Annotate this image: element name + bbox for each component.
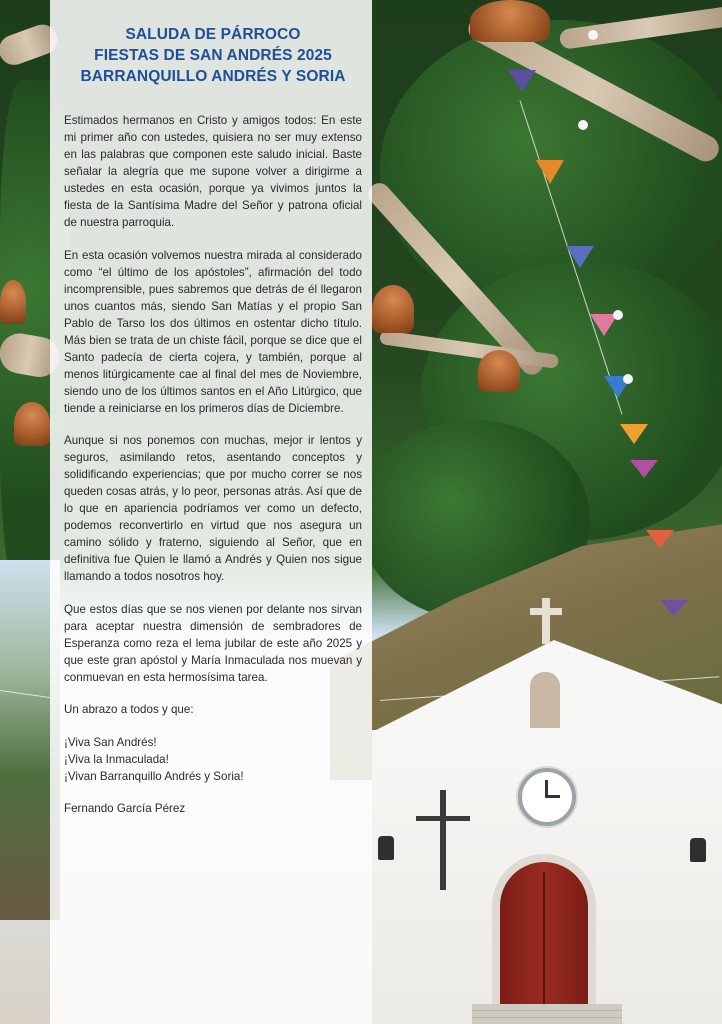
church-steps	[472, 1004, 622, 1024]
title-line: BARRANQUILLO ANDRÉS Y SORIA	[80, 68, 346, 85]
bulb-light	[623, 374, 633, 384]
rooftop-cross-icon	[542, 598, 550, 644]
hanging-bell-icon	[0, 280, 26, 324]
page-title	[64, 24, 362, 87]
cheers-list	[64, 734, 362, 785]
signature: Fernando García Pérez	[64, 802, 186, 815]
church-building	[372, 640, 722, 1024]
bunting-flag	[660, 600, 688, 616]
cheer-line: ¡Viva la Inmaculada!	[64, 752, 169, 766]
bulb-light	[588, 30, 598, 40]
title-line: SALUDA DE PÁRROCO	[125, 26, 301, 43]
clock-icon	[518, 768, 576, 826]
wall-lamp-icon	[690, 838, 706, 862]
bunting-flag	[620, 424, 648, 444]
body-paragraph: Aunque si nos ponemos con muchas, mejor ir lentos y seguros, asimilando retos, asentando conceptos y solidificando experiencias; que por mucho correr se nos queden cosas atrás, y lo peor, personas atrás. Así que de lo que en apariencia podríamos ver como un defecto, podemos reconvertirlo en virtud que nos asegura un camino sólido y fraterno, siguiendo al Señor, que en definitiva fue Quien le llamó a Andrés y Quien nos sigue llamando a todos nosotros hoy.	[64, 434, 362, 583]
bulb-light	[578, 120, 588, 130]
wall-cross-icon	[440, 790, 446, 890]
bunting-flag	[646, 530, 674, 548]
closing-line: Un abrazo a todos y que:	[64, 703, 194, 716]
bunting-flag	[536, 160, 564, 184]
cheer-line: ¡Viva San Andrés!	[64, 735, 157, 749]
body-paragraph: Estimados hermanos en Cristo y amigos todos: En este mi primer año con ustedes, quisiera no ser muy extenso en las palabras que componen este saludo inicial. Baste señalar la alegría que me supone volver a dirigirme a ustedes en esta ocasión, porque ya vivimos juntos la fiesta de la Santísima Madre del Señor y patrona oficial de nuestra parroquia.	[64, 114, 362, 229]
hanging-bell-icon	[14, 402, 50, 446]
title-line: FIESTAS DE SAN ANDRÉS 2025	[94, 47, 332, 64]
bunting-flag	[566, 246, 594, 268]
cheer-line: ¡Vivan Barranquillo Andrés y Soria!	[64, 769, 244, 783]
church-door	[500, 862, 588, 1010]
wall-lamp-icon	[378, 836, 394, 860]
church-belfry	[530, 672, 560, 728]
bunting-flag	[508, 70, 536, 92]
body-paragraph: En esta ocasión volvemos nuestra mirada al considerado como “el último de los apóstoles”, afirmación del todo incomprensible, pues sabremos que detrás de él llegaron unos cuantos más, siendo San Matías y el propio San Pablo de Tarso los dos últimos en ostentar dicho título. Más bien se trata de un chiste fácil, porque se dice que el Santo padecía de cierta cojera, y también, porque al menos litúrgicamente cae al final del mes de Noviembre, siendo uno de los últimos santos en el Año Litúrgico, que tiende a reiniciarse en los primeros días de Diciembre.	[64, 248, 362, 415]
text-panel	[50, 0, 372, 1024]
hanging-bell-icon	[470, 0, 550, 42]
bunting-flag	[630, 460, 658, 478]
bulb-light	[613, 310, 623, 320]
body-paragraph: Que estos días que se nos vienen por delante nos sirvan para aceptar nuestra dimensión de sembradores de Esperanza como reza el lema jubilar de este año 2025 y que este gran apóstol y María Inmaculada nos muevan y conmuevan en esta hermosísima tarea.	[64, 602, 362, 684]
hanging-bell-icon	[372, 285, 414, 333]
hanging-bell-icon	[478, 350, 520, 392]
